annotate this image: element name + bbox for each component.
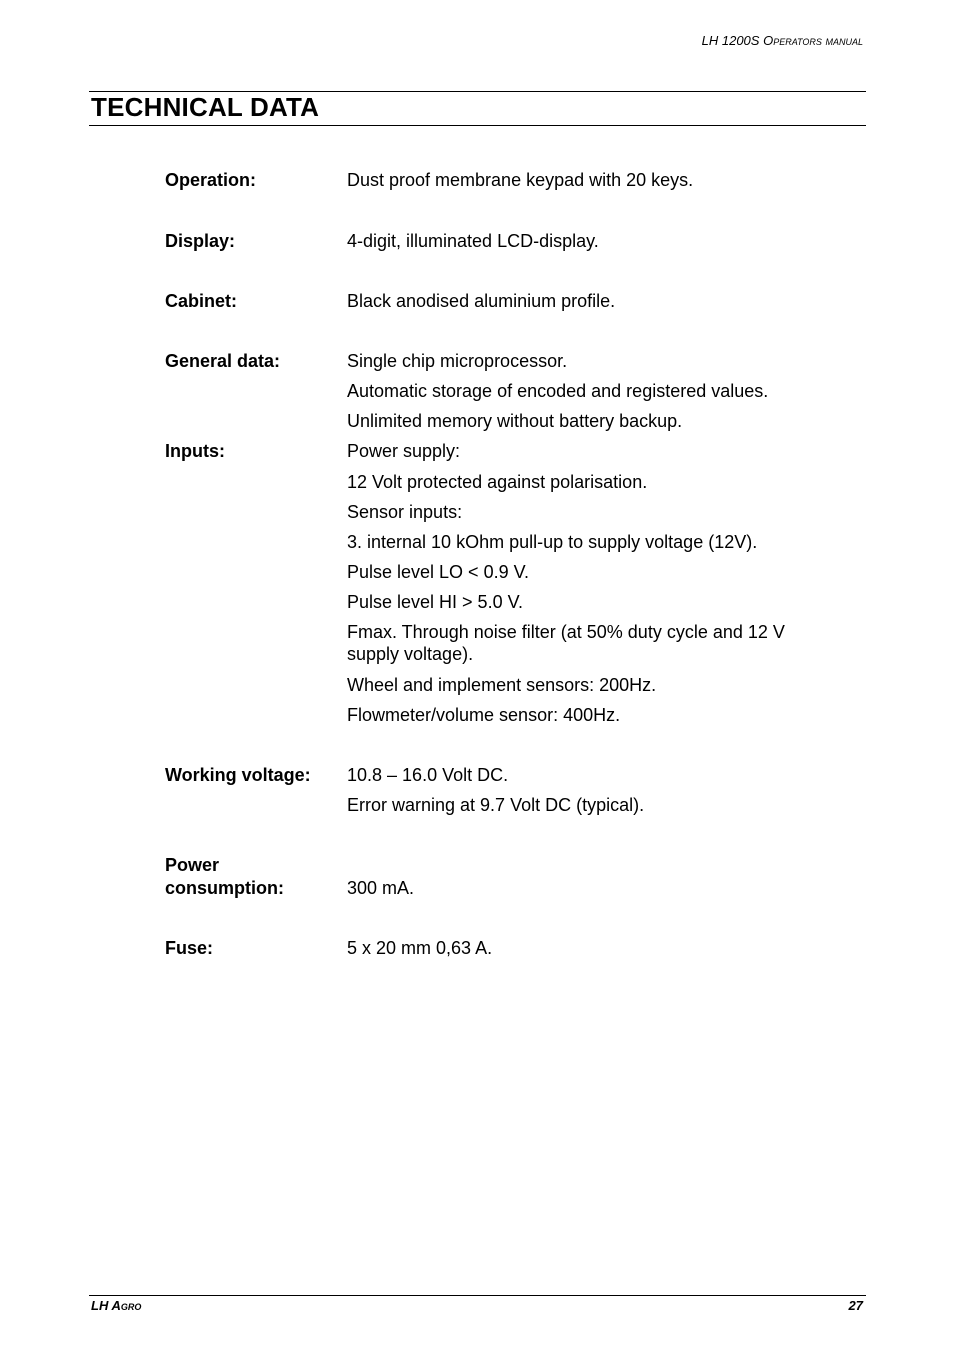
spec-value-inputs-6: Pulse level HI > 5.0 V. (347, 592, 523, 612)
footer-company (91, 1298, 141, 1313)
spec-value-display: 4-digit, illuminated LCD-display. (347, 231, 599, 251)
spec-label-working-voltage: Working voltage: (165, 765, 311, 785)
spec-value-power-consumption: 300 mA. (347, 878, 415, 898)
spec-label-general-data: General data: (165, 351, 281, 371)
running-header (702, 33, 863, 48)
spec-value-fuse: 5 x 20 mm 0,63 A. (347, 938, 493, 958)
spec-label-power: Power (165, 855, 220, 875)
running-header-lead: LH 1200S O (701, 33, 774, 48)
spec-label-operation: Operation: (165, 170, 257, 190)
spec-value-inputs-1: Power supply: (347, 441, 461, 461)
page-title: TECHNICAL DATA (91, 92, 320, 122)
page-number: 27 (848, 1298, 863, 1313)
spec-label-consumption: consumption: (165, 878, 284, 898)
spec-label-fuse: Fuse: (165, 938, 214, 958)
spec-value-working-voltage-1: 10.8 – 16.0 Volt DC. (347, 765, 509, 785)
spec-label-cabinet: Cabinet: (165, 291, 237, 311)
footer-rule (89, 1295, 866, 1296)
footer-company-lead: LH A (91, 1298, 121, 1313)
spec-value-inputs-9: Flowmeter/volume sensor: 400Hz. (347, 705, 621, 725)
title-bottom-rule (89, 125, 866, 126)
spec-value-inputs-2: 12 Volt protected against polarisation. (347, 472, 648, 492)
spec-value-working-voltage-2: Error warning at 9.7 Volt DC (typical). (347, 795, 645, 815)
spec-value-inputs-8: Wheel and implement sensors: 200Hz. (347, 675, 657, 695)
spec-value-general-1: Single chip microprocessor. (347, 351, 568, 371)
spec-value-cabinet: Black anodised aluminium profile. (347, 291, 616, 311)
spec-label-display: Display: (165, 231, 236, 251)
running-header-smallcaps: perators manual (773, 33, 863, 48)
spec-value-general-2: Automatic storage of encoded and registered values. (347, 381, 769, 401)
spec-value-operation: Dust proof membrane keypad with 20 keys. (347, 170, 694, 190)
spec-value-inputs-5: Pulse level LO < 0.9 V. (347, 562, 529, 582)
spec-value-inputs-4: 3. internal 10 kOhm pull-up to supply voltage (12V). (347, 532, 758, 552)
spec-value-general-3: Unlimited memory without battery backup. (347, 411, 683, 431)
spec-value-inputs-7: Fmax. Through noise filter (at 50% duty cycle and 12 V supply voltage). (347, 622, 785, 664)
footer-company-smallcaps: gro (120, 1298, 142, 1313)
spec-label-inputs: Inputs: (165, 441, 225, 461)
spec-value-inputs-3: Sensor inputs: (347, 502, 463, 522)
